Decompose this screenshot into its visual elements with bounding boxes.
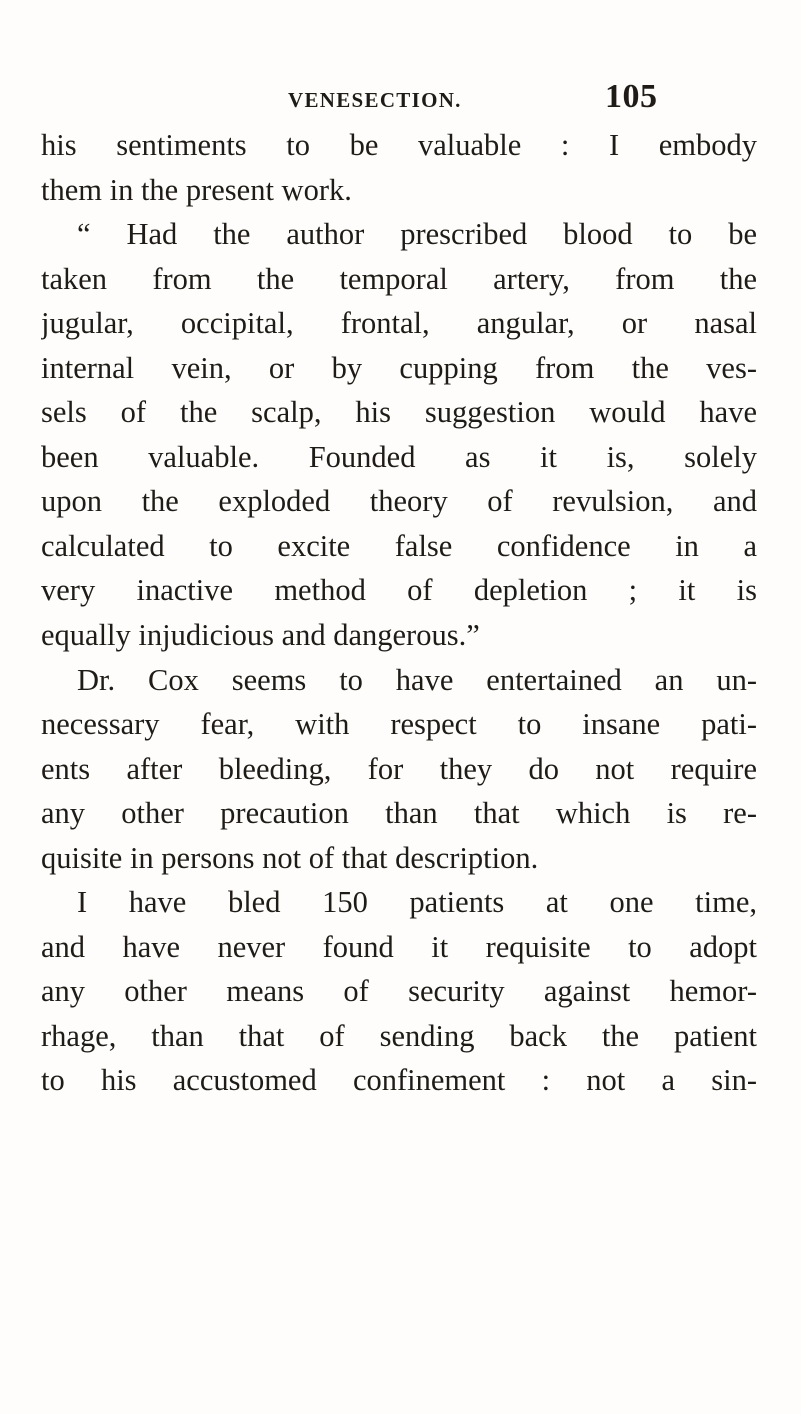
text-line: any other means of security against hemor- [41, 974, 757, 1009]
text-line: been valuable. Founded as it is, solely [41, 439, 757, 474]
text-line: to his accustomed confinement : not a sin- [41, 1063, 757, 1098]
text-line: I have bled 150 patients at one time, [77, 885, 757, 920]
text-line: very inactive method of depletion ; it is [41, 573, 757, 608]
text-line: ents after bleeding, for they do not require [41, 751, 757, 786]
text-line: his sentiments to be valuable : I embody [41, 128, 757, 162]
text-line: any other precaution than that which is re- [41, 796, 757, 831]
running-head [40, 78, 760, 114]
text-line: them in the present work. [41, 172, 352, 207]
text-line: Dr. Cox seems to have entertained an un- [77, 662, 757, 697]
body-text [41, 123, 757, 1103]
text-line: rhage, than that of sending back the patient [41, 1018, 757, 1053]
page-number: 105 [605, 78, 658, 115]
text-line: internal vein, or by cupping from the ves- [41, 350, 757, 385]
text-line: equally injudicious and dangerous.” [41, 618, 480, 653]
text-line: quisite in persons not of that description. [41, 840, 539, 875]
text-line: jugular, occipital, frontal, angular, or nasal [41, 306, 757, 341]
text-line: necessary fear, with respect to insane pati- [41, 707, 757, 742]
text-line: “ Had the author prescribed blood to be [77, 217, 757, 252]
text-line: calculated to excite false confidence in a [41, 528, 757, 563]
text-line: taken from the temporal artery, from the [41, 261, 757, 296]
text-line: upon the exploded theory of revulsion, and [41, 484, 757, 519]
running-title: VENESECTION. [288, 88, 462, 112]
text-line: sels of the scalp, his suggestion would have [41, 395, 757, 430]
text-line: and have never found it requisite to adopt [41, 929, 757, 964]
